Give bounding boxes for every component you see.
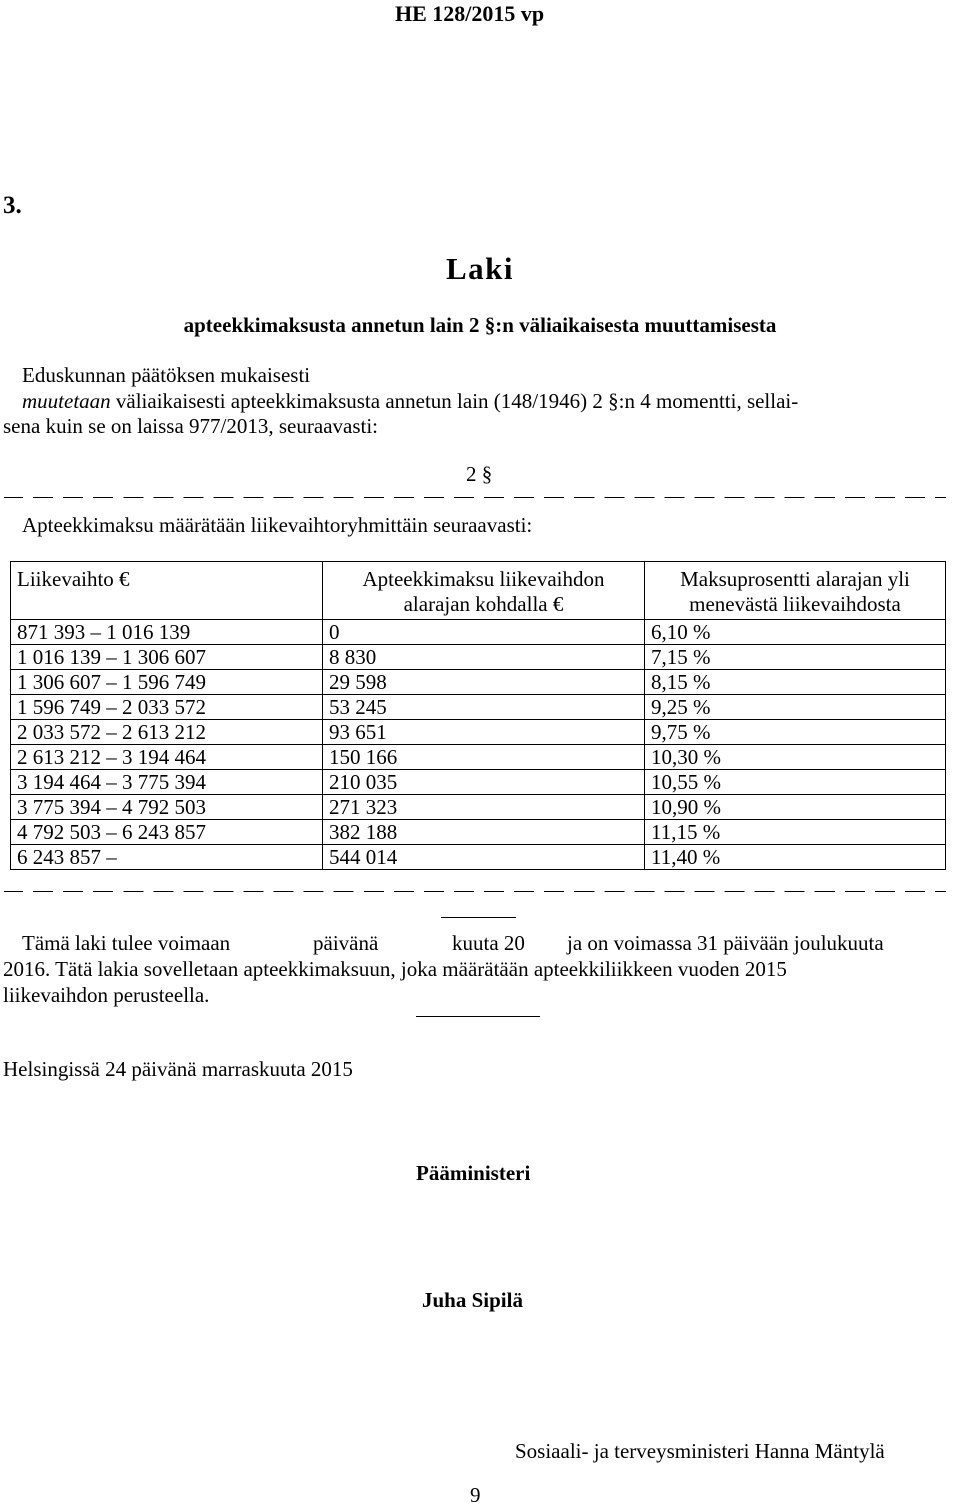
page-number: 9 [470,1483,481,1507]
cell-fee-percentage: 8,15 % [645,670,946,695]
table-row [11,620,946,645]
cell-turnover-range: 3 775 394 – 4 792 503 [11,795,323,820]
separator-rule-short [441,917,516,918]
cell-turnover-range: 1 016 139 – 1 306 607 [11,645,323,670]
table-row [11,795,946,820]
cell-fee-amount: 53 245 [323,695,645,720]
fee-table [10,561,946,870]
law-subtitle: apteekkimaksusta annetun lain 2 §:n väliaikaisesta muuttamisesta [183,313,777,337]
cell-turnover-range: 3 194 464 – 3 775 394 [11,770,323,795]
cell-fee-percentage: 6,10 % [645,620,946,645]
table-row [11,820,946,845]
preamble-line-1: Eduskunnan päätöksen mukaisesti [22,363,311,387]
entry-text-c: kuuta 20 [452,931,525,955]
section-number: 3. [3,192,22,219]
cell-fee-amount: 382 188 [323,820,645,845]
cell-fee-amount: 0 [323,620,645,645]
cell-turnover-range: 2 033 572 – 2 613 212 [11,720,323,745]
law-title: Laki [445,251,515,286]
entry-into-force-line-1 [22,930,230,956]
header-fee-percentage [645,562,946,620]
table-row [11,695,946,720]
cell-fee-amount: 210 035 [323,770,645,795]
document-id: HE 128/2015 vp [395,1,545,26]
entry-text-d: ja on voimassa 31 päivään joulukuuta [567,931,884,955]
entry-into-force-line-2: 2016. Tätä lakia sovelletaan apteekkimaksuun, joka määrätään apteekkiliikkeen vuoden 2015 [3,957,787,981]
cell-fee-percentage: 10,30 % [645,745,946,770]
table-row [11,645,946,670]
cell-fee-percentage: 9,75 % [645,720,946,745]
cell-fee-percentage: 7,15 % [645,645,946,670]
cell-turnover-range: 2 613 212 – 3 194 464 [11,745,323,770]
table-row [11,745,946,770]
section-heading: 2 § [466,462,493,486]
cell-fee-amount: 8 830 [323,645,645,670]
preamble-line-2 [22,388,798,414]
table-row [11,670,946,695]
header-percentage-label: Maksuprosentti alarajan yli menevästä liikevaihdosta [680,567,910,616]
cell-fee-amount: 271 323 [323,795,645,820]
section-intro: Apteekkimaksu määrätään liikevaihtoryhmittäin seuraavasti: [22,513,533,537]
cell-turnover-range: 1 596 749 – 2 033 572 [11,695,323,720]
cell-fee-percentage: 9,25 % [645,695,946,720]
header-turnover [11,562,323,620]
entry-into-force-line-3: liikevaihdon perusteella. [3,983,210,1007]
cell-fee-amount: 93 651 [323,720,645,745]
header-turnover-label: Liikevaihto € [17,567,130,591]
preamble-line-2-text: väliaikaisesti apteekkimaksusta annetun lain (148/1946) 2 §:n 4 momentti, sellai- [110,389,799,413]
signature-minister: Sosiaali- ja terveysministeri Hanna Mäntylä [515,1439,885,1463]
cell-fee-amount: 544 014 [323,845,645,870]
cell-turnover-range: 6 243 857 – [11,845,323,870]
table-row [11,720,946,745]
cell-turnover-range: 871 393 – 1 016 139 [11,620,323,645]
entry-text-b: päivänä [313,931,379,955]
cell-turnover-range: 1 306 607 – 1 596 749 [11,670,323,695]
preamble-italic-verb: muutetaan [22,389,111,413]
table-row [11,845,946,870]
cell-fee-percentage: 10,90 % [645,795,946,820]
place-and-date: Helsingissä 24 päivänä marraskuuta 2015 [3,1057,353,1081]
separator-rule-long [416,1016,540,1017]
cell-fee-percentage: 11,15 % [645,820,946,845]
cell-fee-amount: 150 166 [323,745,645,770]
header-fee-label: Apteekkimaksu liikevaihdon alarajan kohdalla € [362,567,605,616]
cell-turnover-range: 4 792 503 – 6 243 857 [11,820,323,845]
table-row [11,770,946,795]
cell-fee-percentage: 11,40 % [645,845,946,870]
table-header-row [11,562,946,620]
entry-text-a: Tämä laki tulee voimaan [22,931,231,955]
signature-name-prime-minister: Juha Sipilä [422,1288,523,1312]
preamble-line-3: sena kuin se on laissa 977/2013, seuraavasti: [3,414,379,438]
signature-role-prime-minister: Pääministeri [416,1161,531,1185]
omission-line-bottom [4,891,946,892]
header-fee-at-lower-limit [323,562,645,620]
cell-fee-amount: 29 598 [323,670,645,695]
omission-line-top [4,497,946,498]
cell-fee-percentage: 10,55 % [645,770,946,795]
